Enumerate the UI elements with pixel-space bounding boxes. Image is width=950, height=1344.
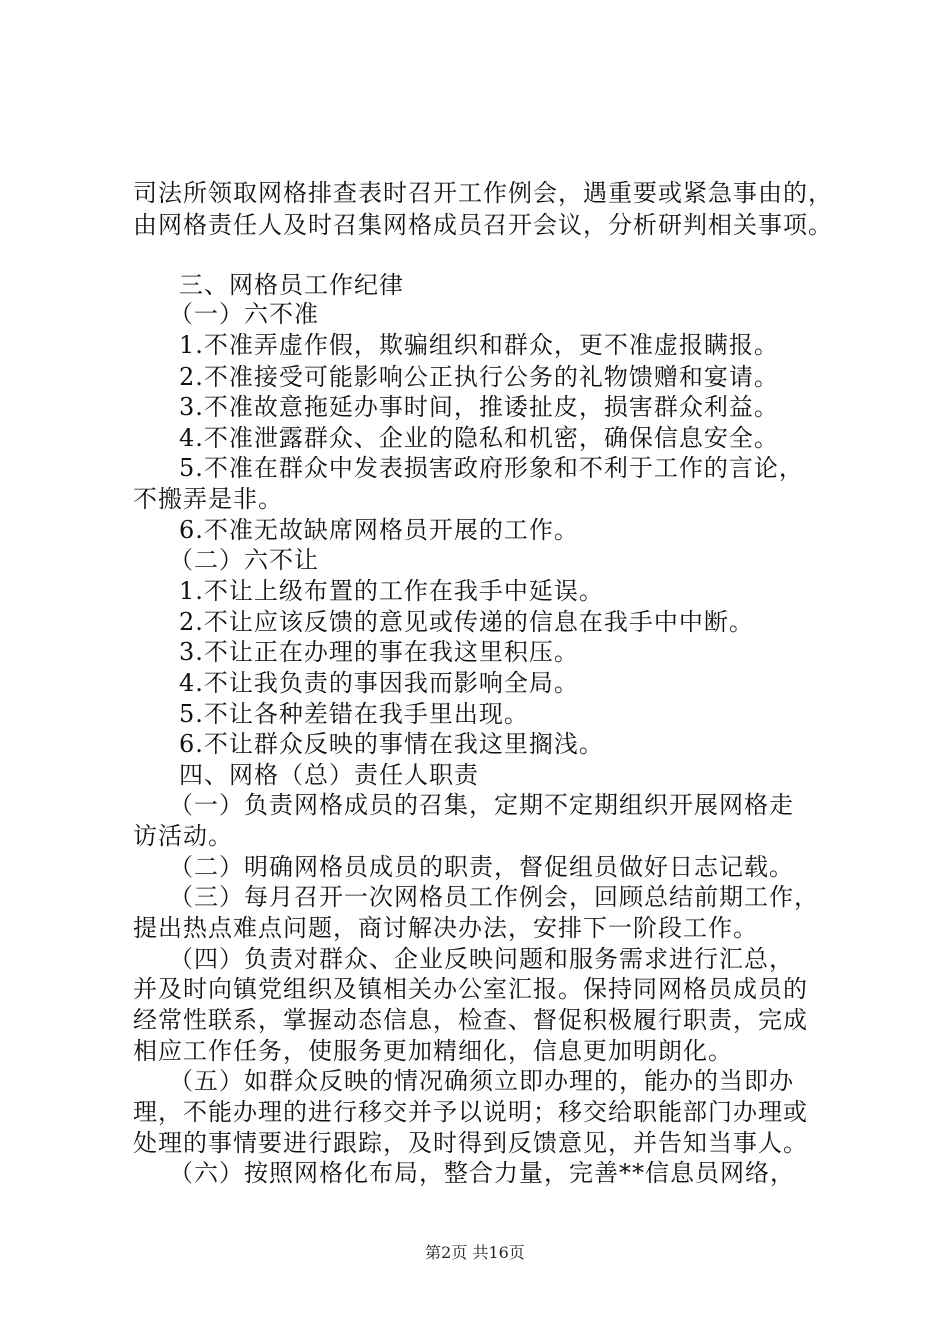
list-item: 1.不准弄虚作假，欺骗组织和群众，更不准虚报瞒报。	[179, 331, 779, 359]
paragraph-line: （六）按照网格化布局，整合力量，完善**信息员网络，	[169, 1159, 795, 1187]
list-item: 5.不让各种差错在我手里出现。	[179, 700, 529, 728]
paragraph-line: （一）负责网格成员的召集，定期不定期组织开展网格走	[169, 791, 794, 819]
list-item: 4.不让我负责的事因我而影响全局。	[179, 669, 579, 697]
paragraph-line: 处理的事情要进行跟踪，及时得到反馈意见，并告知当事人。	[133, 1129, 808, 1157]
list-item: 6.不准无故缺席网格员开展的工作。	[179, 516, 579, 544]
list-item: 3.不让正在办理的事在我这里积压。	[179, 638, 579, 666]
paragraph-line: 并及时向镇党组织及镇相关办公室汇报。保持同网格员成员的	[133, 975, 808, 1003]
paragraph-line: 经常性联系，掌握动态信息，检查、督促积极履行职责，完成	[133, 1006, 808, 1034]
paragraph-line: 理，不能办理的进行移交并予以说明；移交给职能部门办理或	[133, 1098, 808, 1126]
list-item-continuation: 不搬弄是非。	[133, 485, 283, 513]
paragraph-line: （四）负责对群众、企业反映问题和服务需求进行汇总，	[169, 945, 794, 973]
paragraph-line: （三）每月召开一次网格员工作例会，回顾总结前期工作，	[169, 883, 819, 911]
list-item: 5.不准在群众中发表损害政府形象和不利于工作的言论，	[179, 454, 804, 482]
paragraph-line: （二）明确网格员成员的职责，督促组员做好日志记载。	[169, 853, 794, 881]
body-line: 由网格责任人及时召集网格成员召开会议，分析研判相关事项。	[133, 211, 833, 239]
list-item: 1.不让上级布置的工作在我手中延误。	[179, 577, 604, 605]
body-line: 司法所领取网格排查表时召开工作例会，遇重要或紧急事由的，	[133, 179, 833, 207]
page-number-footer: 第2页 共16页	[425, 1243, 525, 1262]
paragraph-line: 相应工作任务，使服务更加精细化，信息更加明朗化。	[133, 1037, 733, 1065]
subsection-heading: （一）六不准	[169, 300, 319, 328]
paragraph-line: 访活动。	[133, 822, 233, 850]
list-item: 6.不让群众反映的事情在我这里搁浅。	[179, 730, 604, 758]
list-item: 4.不准泄露群众、企业的隐私和机密，确保信息安全。	[179, 424, 779, 452]
list-item: 2.不准接受可能影响公正执行公务的礼物馈赠和宴请。	[179, 363, 779, 391]
subsection-heading: （二）六不让	[169, 546, 319, 574]
paragraph-line: 提出热点难点问题，商讨解决办法，安排下一阶段工作。	[133, 914, 758, 942]
list-item: 2.不让应该反馈的意见或传递的信息在我手中中断。	[179, 608, 754, 636]
list-item: 3.不准故意拖延办事时间，推诿扯皮，损害群众利益。	[179, 393, 779, 421]
section-heading: 四、网格（总）责任人职责	[179, 761, 479, 789]
paragraph-line: （五）如群众反映的情况确须立即办理的，能办的当即办	[169, 1067, 794, 1095]
section-heading: 三、网格员工作纪律	[179, 271, 404, 299]
